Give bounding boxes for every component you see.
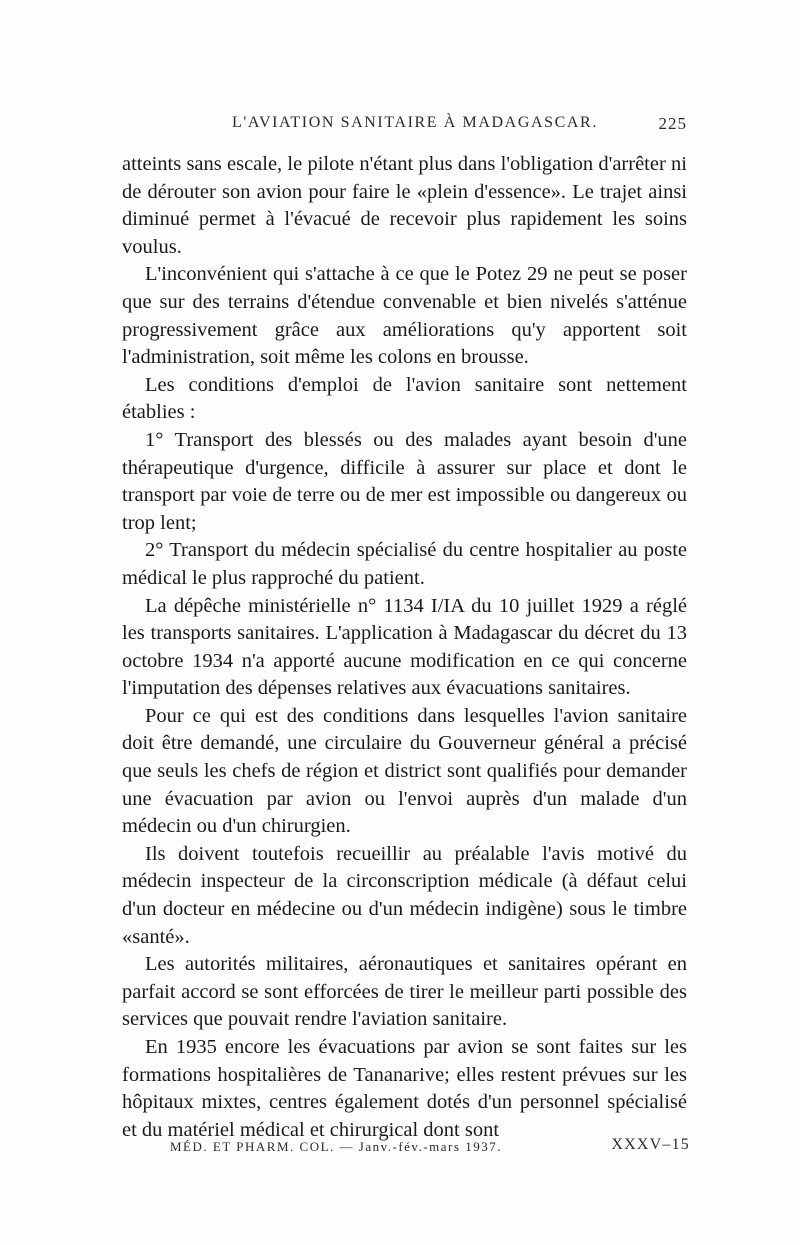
paragraph-ministerial-dispatch: La dépêche ministérielle n° 1134 I/IA du 10 juillet 1929 a réglé les transports sanitaires. L'application à Madagascar du décret du 13 octobre 1934 n'a apporté aucune modification en ce qui concerne l'imputation des dépenses relatives aux évacuations sanitaires.: [122, 594, 687, 700]
paragraph-potez-limitations: L'inconvénient qui s'attache à ce que le Potez 29 ne peut se poser que sur des terrains d'étendue convenable et bien nivelés s'atténue progressivement grâce aux améliorations qu'y apportent soit l'administration, soit même les colons en brousse.: [122, 263, 687, 369]
paragraph-authorities-cooperation: Les autorités militaires, aéronautiques et sanitaires opérant en parfait accord se sont efforcées de tirer le meilleur parti possible des services que pouvait rendre l'aviation sanitaire.: [122, 953, 687, 1031]
body-text: [122, 151, 687, 1144]
list-item-condition-1: 1° Transport des blessés ou des malades ayant besoin d'une thérapeutique d'urgence, difficile à assurer sur place et dont le transport par voie de terre ou de mer est impossible ou dangereux ou trop lent;: [122, 428, 687, 534]
paragraph-1935-evacuations: En 1935 encore les évacuations par avion se sont faites sur les formations hospitalières de Tananarive; elles restent prévues sur les hôpitaux mixtes, centres également dotés d'un personnel spécialisé et du matériel médical et chirurgical dont sont: [122, 1036, 687, 1141]
page-footer: [170, 1136, 690, 1162]
paragraph-continuation: atteints sans escale, le pilote n'étant plus dans l'obligation d'arrêter ni de dérouter son avion pour faire le «plein d'essence». Le trajet ainsi diminué permet à l'évacué de recevoir plus rapidement les soins voulus.: [122, 153, 687, 258]
paragraph-medical-opinion: Ils doivent toutefois recueillir au préalable l'avis motivé du médecin inspecteur de la circonscription médicale (à défaut celui d'un docteur en médecine ou d'un médecin indigène) sous le timbre «santé».: [122, 842, 687, 948]
paragraph-request-conditions: Pour ce qui est des conditions dans lesquelles l'avion sanitaire doit être demandé, une circulaire du Gouverneur général a précisé que seuls les chefs de région et district sont qualifiés pour demander une évacuation par avion ou l'envoi auprès d'un malade d'un médecin ou d'un chirurgien.: [122, 704, 687, 838]
running-head: [122, 114, 687, 142]
footer-sheet-signature: XXXV–15: [611, 1136, 690, 1153]
paragraph-conditions-intro: Les conditions d'emploi de l'avion sanitaire sont nettement établies :: [122, 373, 687, 424]
page-number: 225: [658, 114, 687, 133]
footer-journal-citation: MÉD. ET PHARM. COL. — Janv.-fév.-mars 1937.: [170, 1139, 502, 1154]
list-item-condition-2: 2° Transport du médecin spécialisé du centre hospitalier au poste médical le plus rapproché du patient.: [122, 539, 687, 589]
running-title: L'AVIATION SANITAIRE À MADAGASCAR.: [232, 114, 598, 131]
